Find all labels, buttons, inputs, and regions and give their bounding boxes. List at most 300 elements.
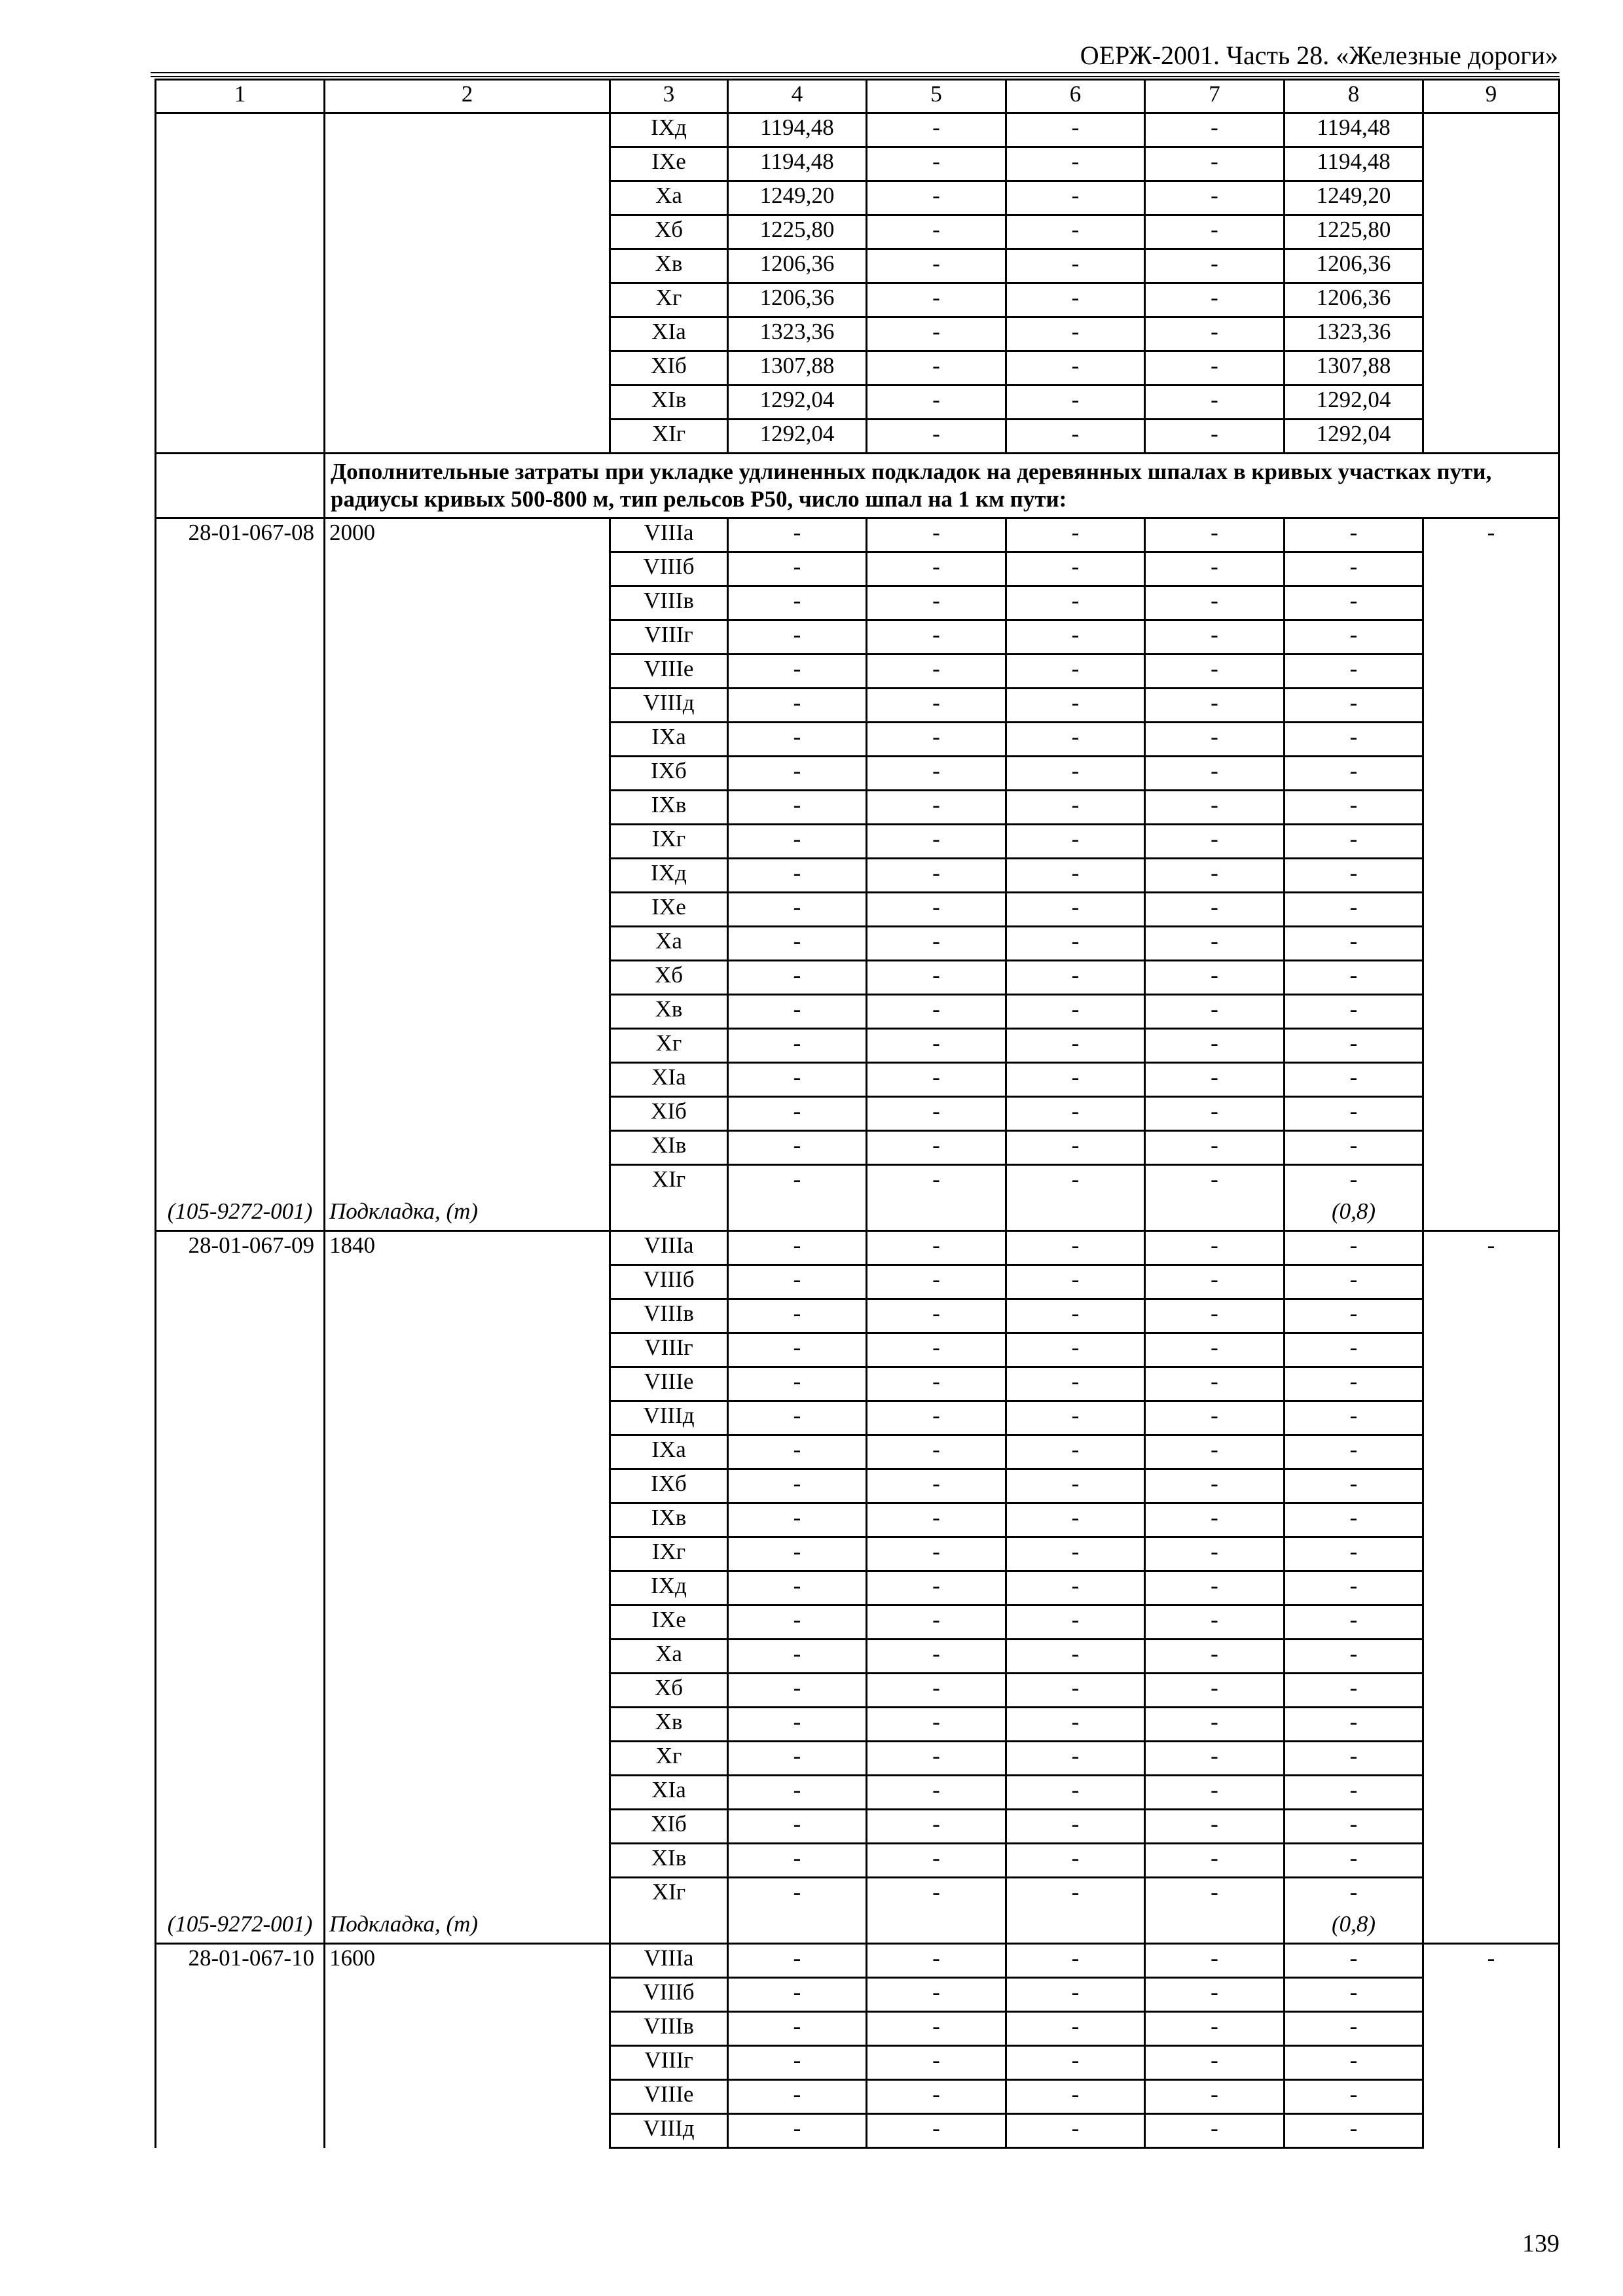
value-cell: - <box>1285 757 1423 791</box>
value-cell: - <box>1285 1333 1423 1367</box>
value-cell: - <box>867 1708 1006 1742</box>
value-cell: - <box>867 1878 1006 1911</box>
value-cell: - <box>1145 386 1285 420</box>
code-cell <box>156 1299 325 1333</box>
value-cell: - <box>1145 1333 1285 1367</box>
value-cell: - <box>728 859 867 893</box>
value-cell: - <box>867 552 1006 586</box>
count-cell <box>325 1469 610 1503</box>
value-cell: - <box>1145 995 1285 1029</box>
count-cell <box>325 689 610 723</box>
code-cell <box>156 2080 325 2114</box>
value-cell: - <box>1285 791 1423 825</box>
col9-cell <box>1423 2046 1559 2080</box>
table-row <box>156 1605 1559 1640</box>
value-cell: - <box>728 655 867 689</box>
value-cell: - <box>1006 757 1145 791</box>
table-row <box>156 518 1559 552</box>
value-cell: - <box>728 927 867 961</box>
category-cell: IXе <box>610 893 728 927</box>
value-cell: - <box>1006 825 1145 859</box>
category-cell: VIIIб <box>610 1265 728 1299</box>
value-cell: - <box>867 113 1006 147</box>
category-cell: VIIIе <box>610 1367 728 1401</box>
value-cell: - <box>1006 386 1145 420</box>
value-cell: 1307,88 <box>1285 351 1423 386</box>
norm-table <box>155 79 1560 2149</box>
value-cell: - <box>867 518 1006 552</box>
category-cell: IXа <box>610 1435 728 1469</box>
col9-cell <box>1423 620 1559 655</box>
value-cell: - <box>1006 1367 1145 1401</box>
value-cell: - <box>728 893 867 927</box>
value-cell: - <box>728 2080 867 2114</box>
table-row <box>156 1333 1559 1367</box>
value-cell: - <box>1145 1435 1285 1469</box>
count-cell <box>325 1401 610 1435</box>
value-cell: - <box>728 1640 867 1674</box>
count-cell <box>325 1131 610 1165</box>
value-cell: - <box>1006 927 1145 961</box>
table-row <box>156 1469 1559 1503</box>
count-cell <box>325 1605 610 1640</box>
value-cell: - <box>1145 317 1285 351</box>
code-cell <box>156 2114 325 2148</box>
code-cell <box>156 791 325 825</box>
code-cell <box>156 1605 325 1640</box>
col9-cell <box>1423 1844 1559 1878</box>
value-cell: - <box>867 1165 1006 1198</box>
value-cell: - <box>1285 1367 1423 1401</box>
value-cell: - <box>728 1844 867 1878</box>
value-cell: - <box>728 1299 867 1333</box>
value-cell: 1249,20 <box>1285 181 1423 215</box>
code-cell <box>156 655 325 689</box>
value-cell: - <box>1285 1708 1423 1742</box>
code-cell <box>156 1265 325 1299</box>
value-cell: - <box>1006 215 1145 249</box>
value-cell: - <box>1285 1776 1423 1810</box>
value-cell: - <box>867 893 1006 927</box>
code-cell <box>156 825 325 859</box>
col9-cell <box>1423 1708 1559 1742</box>
value-cell: - <box>1145 1944 1285 1978</box>
col9-cell <box>1423 1435 1559 1469</box>
value-cell: - <box>1006 1844 1145 1878</box>
col9-cell <box>1423 961 1559 995</box>
value-cell: - <box>1285 859 1423 893</box>
category-cell: Xб <box>610 1674 728 1708</box>
value-cell: 1194,48 <box>1285 147 1423 181</box>
value-cell: - <box>1285 1265 1423 1299</box>
value-cell: - <box>1145 1571 1285 1605</box>
count-cell <box>325 1708 610 1742</box>
code-cell <box>156 893 325 927</box>
value-cell: - <box>1006 1469 1145 1503</box>
col9-cell <box>1423 1878 1559 1911</box>
value-cell: - <box>1285 2012 1423 2046</box>
value-cell: - <box>1006 1571 1145 1605</box>
value-cell: - <box>1006 791 1145 825</box>
category-cell: VIIIа <box>610 518 728 552</box>
table-row <box>156 655 1559 689</box>
value-cell: - <box>867 1131 1006 1165</box>
value-cell: - <box>1006 283 1145 317</box>
resource-name: Подкладка, (т) <box>325 1910 610 1944</box>
count-cell <box>325 1503 610 1537</box>
value-cell: - <box>1285 655 1423 689</box>
category-cell: VIIIг <box>610 620 728 655</box>
value-cell: - <box>1285 1571 1423 1605</box>
value-cell: 1323,36 <box>1285 317 1423 351</box>
count-cell <box>325 1640 610 1674</box>
count-cell <box>325 586 610 620</box>
category-cell: IXд <box>610 859 728 893</box>
count-cell <box>325 1063 610 1097</box>
norm-code: 28-01-067-10 <box>156 1944 325 1978</box>
table-row <box>156 1435 1559 1469</box>
value-cell: - <box>1285 1605 1423 1640</box>
code-cell <box>156 1333 325 1367</box>
table-row <box>156 620 1559 655</box>
value-cell: - <box>1145 1503 1285 1537</box>
value-cell: - <box>1145 1401 1285 1435</box>
column-number: 7 <box>1145 80 1285 113</box>
value-cell: - <box>728 825 867 859</box>
value-cell: - <box>1285 1469 1423 1503</box>
value-cell: - <box>728 1605 867 1640</box>
resource-row <box>156 1910 1559 1944</box>
value-cell: - <box>867 181 1006 215</box>
table-row <box>156 1878 1559 1911</box>
value-cell: - <box>1006 351 1145 386</box>
value-cell: - <box>1285 620 1423 655</box>
value-cell: - <box>1285 1097 1423 1131</box>
value-cell: - <box>1285 689 1423 723</box>
value-cell: - <box>1285 1131 1423 1165</box>
value-cell: - <box>1145 1810 1285 1844</box>
value-cell: - <box>867 2114 1006 2148</box>
value-cell: - <box>728 1776 867 1810</box>
category-cell: IXг <box>610 825 728 859</box>
running-header: ОЕРЖ-2001. Часть 28. «Железные дороги» <box>1080 41 1558 70</box>
value-cell: - <box>728 1097 867 1131</box>
col9-cell <box>1423 1165 1559 1198</box>
col9-cell <box>1423 1029 1559 1063</box>
value-cell: 1225,80 <box>728 215 867 249</box>
value-cell: - <box>1006 1401 1145 1435</box>
value-cell: - <box>1006 1131 1145 1165</box>
count-cell <box>325 1844 610 1878</box>
value-cell: - <box>728 586 867 620</box>
count-cell <box>325 825 610 859</box>
value-cell: - <box>1285 1503 1423 1537</box>
value-cell: - <box>1006 1708 1145 1742</box>
table-row <box>156 859 1559 893</box>
table-row <box>156 1299 1559 1333</box>
value-cell: - <box>1145 723 1285 757</box>
value-cell: - <box>867 995 1006 1029</box>
value-cell: - <box>728 518 867 552</box>
value-cell: 1249,20 <box>728 181 867 215</box>
code-cell <box>156 1401 325 1435</box>
value-cell: - <box>1145 215 1285 249</box>
value-cell: - <box>1006 1435 1145 1469</box>
value-cell: - <box>867 2012 1006 2046</box>
value-cell: - <box>728 961 867 995</box>
value-cell: - <box>867 2046 1006 2080</box>
col9-cell <box>1423 1571 1559 1605</box>
value-cell: - <box>867 1742 1006 1776</box>
value-cell: - <box>867 1605 1006 1640</box>
code-cell <box>156 757 325 791</box>
value-cell: - <box>1006 1640 1145 1674</box>
resource-code: (105-9272-001) <box>156 1910 325 1944</box>
col9-cell <box>1423 1333 1559 1367</box>
value-cell: - <box>1006 249 1145 283</box>
category-cell: Xв <box>610 995 728 1029</box>
value-cell: - <box>1006 859 1145 893</box>
value-cell: - <box>1145 2012 1285 2046</box>
category-cell: Xг <box>610 1029 728 1063</box>
value-cell: - <box>728 791 867 825</box>
code-cell <box>156 1503 325 1537</box>
col9-cell <box>1423 1469 1559 1503</box>
value-cell: - <box>867 825 1006 859</box>
value-cell: - <box>1006 723 1145 757</box>
value-cell: - <box>728 1435 867 1469</box>
table-row <box>156 1097 1559 1131</box>
value-cell: - <box>728 1333 867 1367</box>
value-cell: - <box>867 1097 1006 1131</box>
header-rule <box>151 72 1559 73</box>
value-cell: - <box>867 1640 1006 1674</box>
value-cell: - <box>867 1367 1006 1401</box>
category-cell: VIIIг <box>610 1333 728 1367</box>
value-cell: - <box>1006 1605 1145 1640</box>
count-cell <box>325 1097 610 1131</box>
value-cell: - <box>867 1503 1006 1537</box>
table-row <box>156 893 1559 927</box>
value-cell: - <box>1145 420 1285 454</box>
count-cell <box>325 893 610 927</box>
value-cell: - <box>1145 147 1285 181</box>
value-cell: - <box>728 1810 867 1844</box>
caption-spacer <box>156 454 325 518</box>
col9-cell <box>1423 1674 1559 1708</box>
value-cell: - <box>1145 1978 1285 2012</box>
category-cell: XIа <box>610 317 728 351</box>
value-cell: - <box>1285 2046 1423 2080</box>
value-cell: - <box>1285 1063 1423 1097</box>
count-cell <box>325 2080 610 2114</box>
value-cell: - <box>1145 1299 1285 1333</box>
value-cell: - <box>1145 1231 1285 1265</box>
table-row <box>156 1944 1559 1978</box>
value-cell: - <box>1285 1231 1423 1265</box>
value-cell: - <box>1006 317 1145 351</box>
value-cell: - <box>1145 1367 1285 1401</box>
value-cell: - <box>728 1469 867 1503</box>
table-row <box>156 552 1559 586</box>
col9-cell <box>1423 1198 1559 1231</box>
code-cell <box>156 995 325 1029</box>
resource-empty <box>1006 1198 1145 1231</box>
value-cell: - <box>867 386 1006 420</box>
value-cell: - <box>1145 113 1285 147</box>
table-row <box>156 723 1559 757</box>
value-cell: - <box>1145 927 1285 961</box>
value-cell: - <box>1006 1333 1145 1367</box>
table-row <box>156 791 1559 825</box>
sleeper-count: 1600 <box>325 1944 610 1978</box>
count-cell <box>325 552 610 586</box>
resource-empty <box>610 1198 728 1231</box>
value-cell: - <box>1285 995 1423 1029</box>
count-cell <box>325 1537 610 1571</box>
table-row <box>156 689 1559 723</box>
code-cell <box>156 586 325 620</box>
count-cell <box>325 1742 610 1776</box>
value-cell: - <box>1285 1878 1423 1911</box>
column-number: 4 <box>728 80 867 113</box>
value-cell: - <box>728 552 867 586</box>
value-cell: - <box>728 723 867 757</box>
value-cell: - <box>728 689 867 723</box>
value-cell: 1194,48 <box>728 113 867 147</box>
category-cell: VIIIд <box>610 689 728 723</box>
count-cell <box>325 995 610 1029</box>
resource-empty <box>867 1198 1006 1231</box>
value-cell: - <box>867 1776 1006 1810</box>
value-cell: - <box>728 1878 867 1911</box>
col9-cell <box>1423 1776 1559 1810</box>
value-cell: - <box>1145 1063 1285 1097</box>
category-cell: Xб <box>610 961 728 995</box>
value-cell: - <box>1285 2080 1423 2114</box>
col9-cell <box>1423 1063 1559 1097</box>
value-cell: - <box>867 1810 1006 1844</box>
code-cell <box>156 1674 325 1708</box>
category-cell: XIв <box>610 1131 728 1165</box>
value-cell: - <box>728 1367 867 1401</box>
code-cell <box>156 1978 325 2012</box>
category-cell: Xг <box>610 283 728 317</box>
value-cell: - <box>728 2114 867 2148</box>
resource-row <box>156 1198 1559 1231</box>
code-cell <box>156 552 325 586</box>
table-row <box>156 2080 1559 2114</box>
value-cell: 1225,80 <box>1285 215 1423 249</box>
value-cell: - <box>867 1265 1006 1299</box>
value-cell: - <box>1006 1503 1145 1537</box>
table-row <box>156 1708 1559 1742</box>
value-cell: - <box>867 961 1006 995</box>
value-cell: - <box>1006 181 1145 215</box>
col9-cell <box>1423 2080 1559 2114</box>
resource-empty <box>610 1910 728 1944</box>
value-cell: - <box>728 1978 867 2012</box>
value-cell: - <box>1285 1844 1423 1878</box>
count-cell <box>325 1333 610 1367</box>
value-cell: - <box>1006 1063 1145 1097</box>
category-cell: VIIIб <box>610 1978 728 2012</box>
value-cell: - <box>1145 518 1285 552</box>
value-cell: - <box>1145 1265 1285 1299</box>
category-cell: XIб <box>610 1097 728 1131</box>
value-cell: - <box>1145 620 1285 655</box>
value-cell: 1206,36 <box>728 249 867 283</box>
value-cell: - <box>1006 689 1145 723</box>
value-cell: - <box>867 689 1006 723</box>
category-cell: VIIIа <box>610 1231 728 1265</box>
value-cell: - <box>1145 1674 1285 1708</box>
category-cell: XIв <box>610 1844 728 1878</box>
value-cell: - <box>1145 825 1285 859</box>
resource-name: Подкладка, (т) <box>325 1198 610 1231</box>
value-cell: - <box>1145 1029 1285 1063</box>
code-cell <box>156 1097 325 1131</box>
code-cell <box>156 927 325 961</box>
resource-empty <box>728 1198 867 1231</box>
value-cell: - <box>1285 1944 1423 1978</box>
value-cell: - <box>1145 1776 1285 1810</box>
category-cell: IXв <box>610 1503 728 1537</box>
code-cell <box>156 1640 325 1674</box>
value-cell: - <box>1006 1231 1145 1265</box>
table-row <box>156 1978 1559 2012</box>
value-cell: 1206,36 <box>1285 249 1423 283</box>
col9-cell <box>1423 1810 1559 1844</box>
value-cell: - <box>867 317 1006 351</box>
col9-cell <box>1423 893 1559 927</box>
code-cell <box>156 689 325 723</box>
category-cell: IXд <box>610 113 728 147</box>
value-cell: - <box>1006 147 1145 181</box>
col9-cell <box>1423 1097 1559 1131</box>
value-cell: - <box>728 757 867 791</box>
count-cell <box>325 1265 610 1299</box>
count-cell <box>325 1878 610 1911</box>
col9-cell <box>1423 1367 1559 1401</box>
value-cell: 1292,04 <box>728 420 867 454</box>
col9-cell <box>1423 586 1559 620</box>
value-cell: - <box>1006 1029 1145 1063</box>
column-number: 8 <box>1285 80 1423 113</box>
code-cell <box>156 1742 325 1776</box>
column-number: 2 <box>325 80 610 113</box>
value-cell: - <box>1006 2012 1145 2046</box>
value-cell: - <box>1285 1978 1423 2012</box>
code-cell <box>156 1844 325 1878</box>
value-cell: - <box>867 1537 1006 1571</box>
col9-cell <box>1423 1910 1559 1944</box>
value-cell: - <box>1145 283 1285 317</box>
category-cell: VIIIб <box>610 552 728 586</box>
column-number: 3 <box>610 80 728 113</box>
value-cell: - <box>1285 961 1423 995</box>
value-cell: 1206,36 <box>1285 283 1423 317</box>
table-row <box>156 1810 1559 1844</box>
value-cell: - <box>1145 689 1285 723</box>
category-cell: IXб <box>610 757 728 791</box>
count-cell <box>325 757 610 791</box>
category-cell: Xа <box>610 1640 728 1674</box>
table-row <box>156 113 1559 147</box>
col9-cell <box>1423 655 1559 689</box>
category-cell: IXа <box>610 723 728 757</box>
value-cell: - <box>1285 1742 1423 1776</box>
